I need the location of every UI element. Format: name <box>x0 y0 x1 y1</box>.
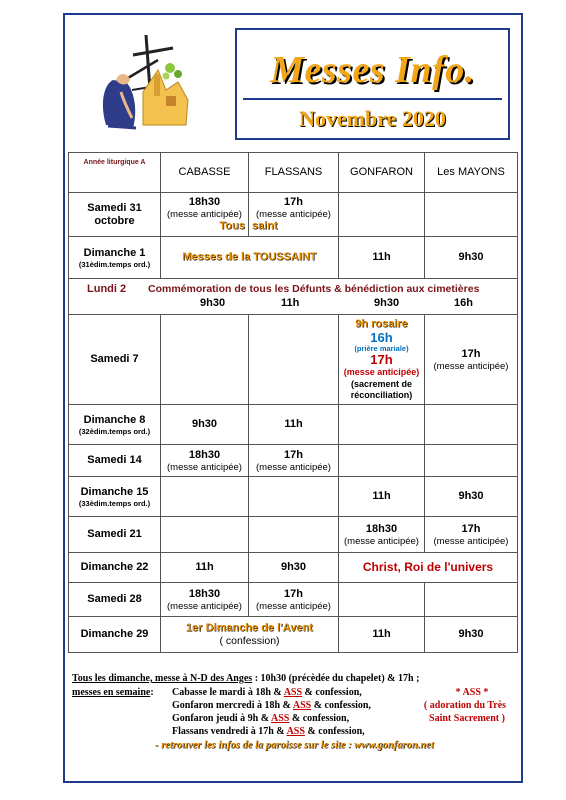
liturgical-year-label: Année liturgique A <box>69 153 161 193</box>
confession-text: & confession, <box>313 700 371 711</box>
weekday-line <box>172 686 362 699</box>
mass-time: 9h30 <box>161 405 249 445</box>
confession-label: ( confession) <box>219 634 280 647</box>
weekday-line <box>172 712 349 725</box>
weekday-line <box>172 699 371 712</box>
christ-roi-label: Christ, Roi de l'univers <box>339 553 518 583</box>
day-label: Lundi 2 <box>87 282 127 295</box>
weekday-text: Flassans vendredi à 17h & <box>172 726 285 737</box>
cell-flassans <box>249 583 339 617</box>
mass-time: 18h30 <box>188 587 221 600</box>
mass-note: (messe anticipée) <box>256 600 331 612</box>
mass-time: 11h <box>161 553 249 583</box>
saint-label: saint <box>252 220 278 232</box>
cell-flassans <box>249 477 339 517</box>
mass-time: 9h30 <box>200 296 226 309</box>
cell-mayons <box>425 445 518 477</box>
cell-mayons <box>425 517 518 553</box>
cell-flassans <box>249 517 339 553</box>
day-name: Dimanche 15 <box>80 485 149 498</box>
day-name: Dimanche 8 <box>83 413 146 426</box>
title-divider <box>243 98 502 100</box>
mass-note: (messe anticipée) <box>344 535 419 547</box>
table-row <box>69 315 518 405</box>
mass-time: 11h <box>339 237 425 279</box>
ass-desc-1: ( adoration du Très <box>423 700 507 711</box>
day-sub: (32èdim.temps ord.) <box>78 426 151 436</box>
mass-time: 17h <box>370 352 393 367</box>
cell-flassans <box>249 193 339 237</box>
schedule-table <box>68 152 518 653</box>
weekday-text: Gonfaron jeudi à 9h & <box>172 713 270 724</box>
weekday-label: messes en semaine <box>72 687 151 698</box>
toussaint-label: Messes de la TOUSSAINT <box>161 237 339 279</box>
day-label: Dimanche 29 <box>69 617 161 653</box>
ass-label: ASS <box>283 687 303 698</box>
avent-cell <box>161 617 339 653</box>
day-label <box>69 405 161 445</box>
day-label: Samedi 21 <box>69 517 161 553</box>
table-row <box>69 405 518 445</box>
cell-cabasse <box>161 193 249 237</box>
day-label <box>69 477 161 517</box>
day-label: Dimanche 22 <box>69 553 161 583</box>
sunday-text: : 10h30 (précèdée du chapelet) & 17h ; <box>254 673 420 684</box>
mass-note: (messe anticipée) <box>256 461 331 473</box>
table-row <box>69 445 518 477</box>
cell-mayons <box>425 193 518 237</box>
mass-time: 11h <box>249 405 339 445</box>
rosaire-label: 9h rosaire <box>355 318 408 330</box>
mass-time: 9h30 <box>249 553 339 583</box>
table-row <box>69 477 518 517</box>
cell-gonfaron <box>339 193 425 237</box>
table-row <box>69 617 518 653</box>
mass-time: 9h30 <box>425 237 518 279</box>
mass-time: 16h <box>454 296 473 309</box>
column-header: Les MAYONS <box>425 153 518 193</box>
column-header: GONFARON <box>339 153 425 193</box>
mass-time: 18h30 <box>188 196 221 208</box>
month-title: Novembre 2020 <box>299 106 446 131</box>
day-sub: (33èdim.temps ord.) <box>78 498 151 508</box>
confession-text: & confession, <box>304 687 362 698</box>
weekday-line <box>172 725 365 738</box>
day-label: Samedi 31 octobre <box>69 193 161 237</box>
mass-note: (prière mariale) <box>354 344 409 353</box>
day-label: Samedi 14 <box>69 445 161 477</box>
column-header: FLASSANS <box>249 153 339 193</box>
lundi2-cell <box>69 279 518 315</box>
cell-cabasse <box>161 583 249 617</box>
tous-label: Tous <box>219 220 245 232</box>
ass-label: ASS <box>286 726 305 737</box>
weekday-text: Cabasse le mardi à 18h & <box>172 687 282 698</box>
mass-time: 17h <box>461 522 481 535</box>
cell-mayons <box>425 583 518 617</box>
ass-label: ASS <box>292 700 312 711</box>
weekday-text: Gonfaron mercredi à 18h & <box>172 700 291 711</box>
mass-time: 9h30 <box>425 617 518 653</box>
mass-note: (messe anticipée) <box>343 367 420 377</box>
cell-gonfaron <box>339 315 425 405</box>
reconciliation-note: (sacrement de réconciliation) <box>350 379 413 400</box>
colon: : <box>150 687 154 698</box>
table-row <box>69 237 518 279</box>
mass-note: (messe anticipée) <box>433 360 509 372</box>
mass-time: 17h <box>284 448 303 461</box>
cell-flassans <box>249 315 339 405</box>
day-label: Samedi 28 <box>69 583 161 617</box>
mass-time: 11h <box>339 477 425 517</box>
mass-time: 9h30 <box>425 477 518 517</box>
mass-time: 17h <box>461 347 481 360</box>
mass-note: (messe anticipée) <box>433 535 509 547</box>
day-label <box>69 237 161 279</box>
ass-desc-2: Saint Sacrement ) <box>429 713 505 724</box>
mass-note: (messe anticipée) <box>167 209 242 220</box>
confession-text: & confession, <box>307 726 365 737</box>
mass-time: 11h <box>281 296 300 309</box>
day-name: Dimanche 1 <box>83 246 146 259</box>
mass-time: 16h <box>370 330 393 345</box>
table-row <box>69 279 518 315</box>
day-label: Samedi 7 <box>69 315 161 405</box>
mass-note: (messe anticipée) <box>256 209 331 220</box>
table-row <box>69 193 518 237</box>
mass-time: 17h <box>284 196 303 208</box>
cell-gonfaron <box>339 517 425 553</box>
cell-cabasse <box>161 315 249 405</box>
mass-time: 18h30 <box>188 448 221 461</box>
title-box <box>235 28 510 140</box>
cell-mayons <box>425 315 518 405</box>
parish-logo-icon <box>88 30 198 140</box>
cell-mayons <box>425 405 518 445</box>
cell-cabasse <box>161 477 249 517</box>
table-row <box>69 553 518 583</box>
table-row <box>69 517 518 553</box>
mass-time: 11h <box>339 617 425 653</box>
cell-gonfaron <box>339 405 425 445</box>
mass-note: (messe anticipée) <box>167 600 242 612</box>
ass-title: * ASS * <box>455 687 489 698</box>
sunday-label: Tous les dimanche, messe à N-D des Anges <box>72 673 253 684</box>
mass-time: 17h <box>284 587 303 600</box>
cell-flassans <box>249 445 339 477</box>
cell-cabasse <box>161 517 249 553</box>
avent-label: 1er Dimanche de l'Avent <box>186 621 313 634</box>
day-sub: (31èdim.temps ord.) <box>78 259 151 269</box>
mass-note: (messe anticipée) <box>167 461 242 473</box>
cell-gonfaron <box>339 445 425 477</box>
table-header-row <box>69 153 518 193</box>
ass-label: ASS <box>271 713 290 724</box>
website-link[interactable]: - retrouver les infos de la paroisse sur le site : www.gonfaron.net <box>155 740 434 751</box>
cell-gonfaron <box>339 583 425 617</box>
mass-time: 9h30 <box>374 296 400 309</box>
cell-cabasse <box>161 445 249 477</box>
mass-time: 18h30 <box>365 522 398 535</box>
column-header: CABASSE <box>161 153 249 193</box>
confession-text: & confession, <box>291 713 350 724</box>
commemoration-title: Commémoration de tous les Défunts & bénédiction aux cimetières <box>148 282 480 295</box>
table-row <box>69 583 518 617</box>
page-title: Messes Info. <box>270 49 475 91</box>
